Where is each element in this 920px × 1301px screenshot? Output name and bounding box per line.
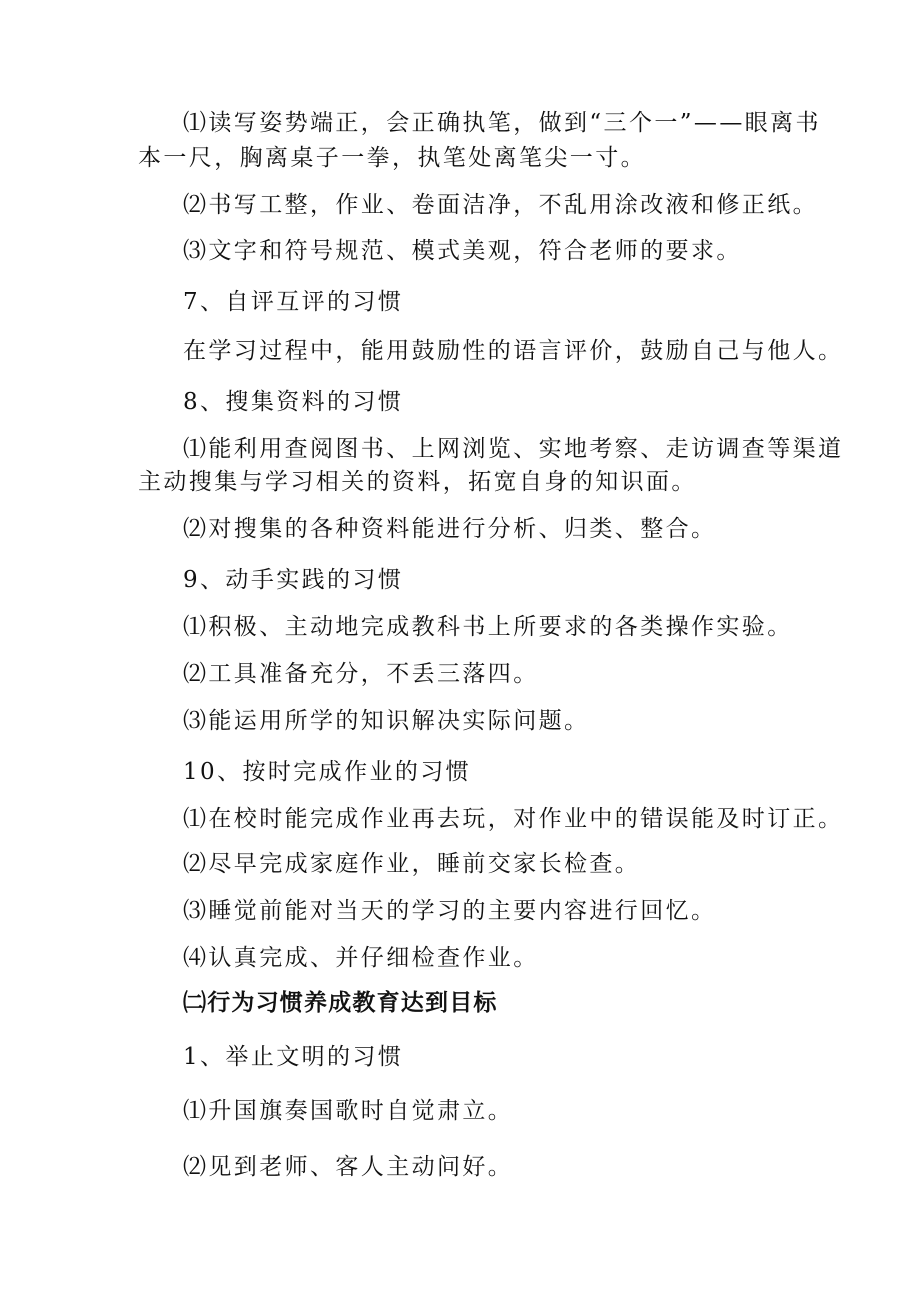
- section-heading: 7、自评互评的习惯: [183, 289, 404, 315]
- paragraph-line: ⑴在校时能完成作业再去玩，对作业中的错误能及时订正。: [183, 806, 844, 832]
- paragraph-line: ⑵对搜集的各种资料能进行分析、归类、整合。: [183, 516, 717, 542]
- paragraph-line: ⑴升国旗奏国歌时自觉肃立。: [183, 1098, 514, 1124]
- section-heading: 9、动手实践的习惯: [183, 567, 404, 593]
- paragraph-line: 主动搜集与学习相关的资料，拓宽自身的知识面。: [138, 469, 697, 495]
- paragraph-line: ⑷认真完成、并仔细检查作业。: [183, 945, 539, 971]
- paragraph-line: ⑴能利用查阅图书、上网浏览、实地考察、走访调查等渠道: [183, 436, 844, 462]
- paragraph-line: 本一尺，胸离桌子一拳，执笔处离笔尖一寸。: [138, 145, 646, 171]
- paragraph-line: ⑶文字和符号规范、模式美观，符合老师的要求。: [183, 238, 742, 264]
- paragraph-line: ⑵见到老师、客人主动问好。: [183, 1154, 514, 1180]
- paragraph-line: ⑶睡觉前能对当天的学习的主要内容进行回忆。: [183, 898, 717, 924]
- paragraph-line: ⑴读写姿势端正，会正确执笔，做到“三个一”——眼离书: [183, 110, 821, 136]
- paragraph-line: ⑵工具准备充分，不丢三落四。: [183, 661, 539, 687]
- section-heading: 1、举止文明的习惯: [183, 1044, 404, 1070]
- paragraph-line: ⑶能运用所学的知识解决实际问题。: [183, 708, 590, 734]
- paragraph-line: ⑵尽早完成家庭作业，睡前交家长检查。: [183, 851, 641, 877]
- paragraph-line: ⑴积极、主动地完成教科书上所要求的各类操作实验。: [183, 614, 793, 640]
- section-heading: 10、按时完成作业的习惯: [183, 759, 472, 785]
- paragraph-line: ⑵书写工整，作业、卷面洁净，不乱用涂改液和修正纸。: [183, 192, 818, 218]
- section-heading: 8、搜集资料的习惯: [183, 389, 404, 415]
- subsection-heading: ㈡行为习惯养成教育达到目标: [183, 989, 498, 1016]
- paragraph-line: 在学习过程中，能用鼓励性的语言评价，鼓励自己与他人。: [183, 338, 844, 364]
